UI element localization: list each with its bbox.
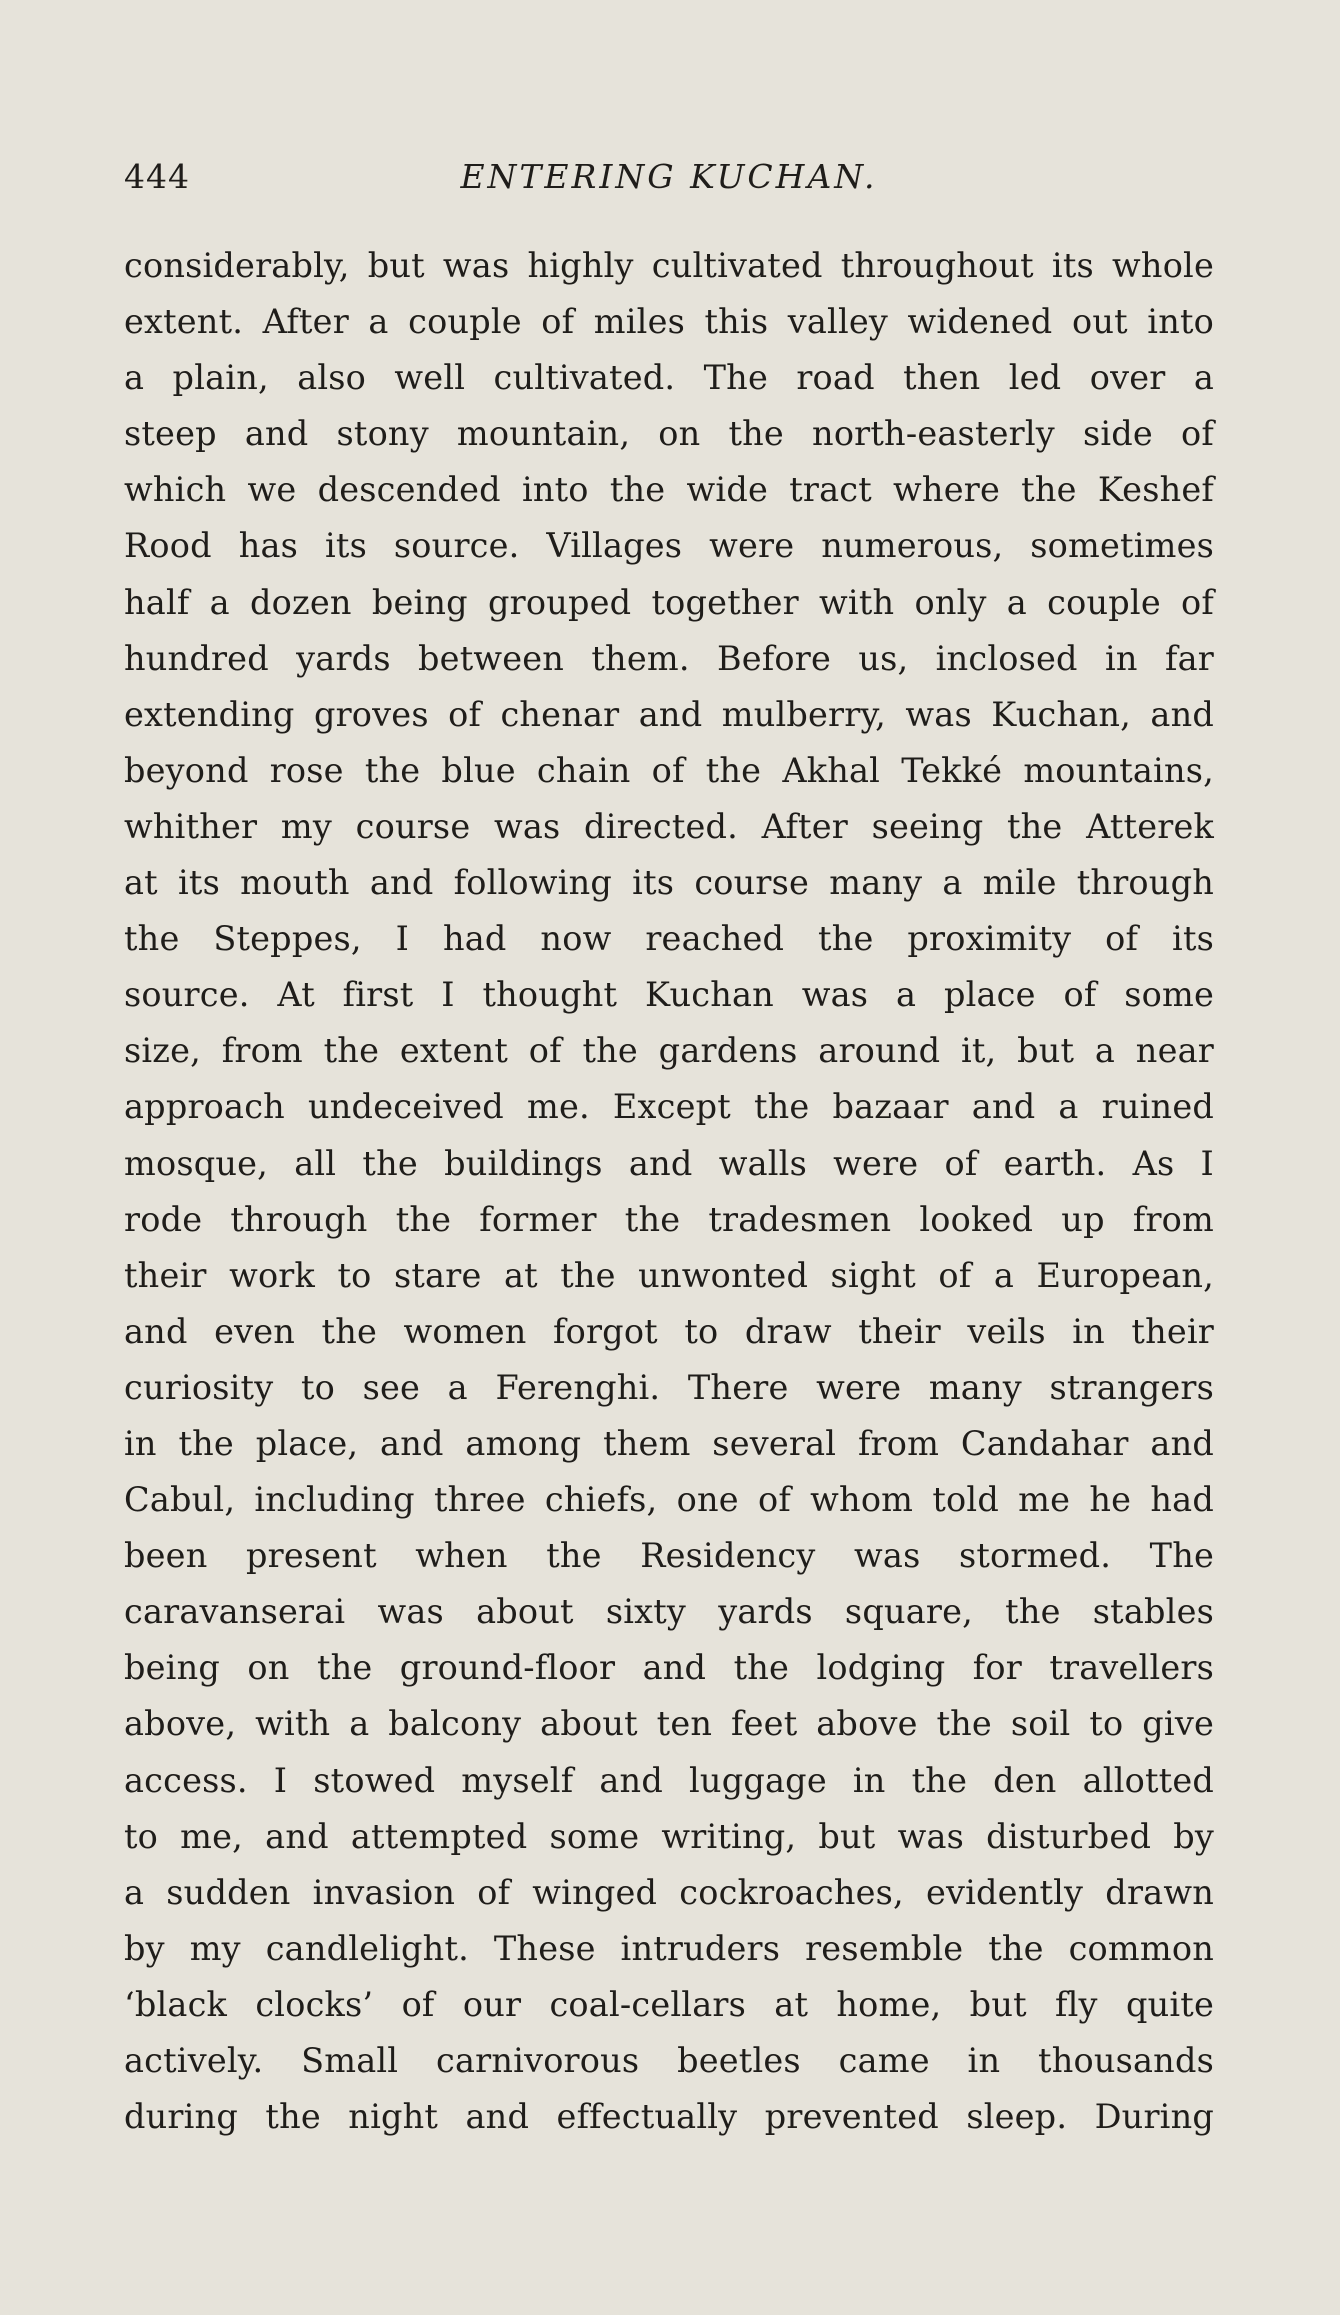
text-line: Rood has its source. Villages were numerous, sometimes: [124, 526, 1214, 566]
text-line: approach undeceived me. Except the bazaar and a ruined: [124, 1087, 1214, 1127]
body-text: [124, 238, 1214, 2145]
text-line: Cabul, including three chiefs, one of whom told me he had: [124, 1480, 1214, 1520]
text-line: curiosity to see a Ferenghi. There were many strangers: [124, 1367, 1214, 1407]
text-line: being on the ground-floor and the lodging for travellers: [124, 1648, 1214, 1688]
text-line: by my candlelight. These intruders resemble the common: [124, 1928, 1214, 1968]
text-line: source. At first I thought Kuchan was a place of some: [124, 975, 1214, 1015]
text-line: access. I stowed myself and luggage in the den allotted: [124, 1760, 1214, 1800]
text-line: whither my course was directed. After seeing the Atterek: [124, 806, 1214, 846]
page-number: 444: [124, 157, 190, 196]
text-line: rode through the former the tradesmen looked up from: [124, 1199, 1214, 1239]
text-line: above, with a balcony about ten feet above the soil to give: [124, 1704, 1214, 1744]
text-line: beyond rose the blue chain of the Akhal Tekké mountains,: [124, 750, 1214, 790]
text-line: their work to stare at the unwonted sight of a European,: [124, 1255, 1214, 1295]
text-line: and even the women forgot to draw their veils in their: [124, 1311, 1214, 1351]
text-line: to me, and attempted some writing, but was disturbed by: [124, 1816, 1214, 1856]
text-line: at its mouth and following its course many a mile through: [124, 863, 1214, 903]
text-line: a sudden invasion of winged cockroaches, evidently drawn: [124, 1872, 1214, 1912]
text-line: mosque, all the buildings and walls were of earth. As I: [124, 1143, 1214, 1183]
text-line: in the place, and among them several from Candahar and: [124, 1423, 1214, 1463]
running-title: ENTERING KUCHAN.: [460, 157, 878, 196]
text-line: actively. Small carnivorous beetles came in thousands: [124, 2041, 1214, 2080]
text-line: hundred yards between them. Before us, inclosed in far: [124, 638, 1214, 678]
text-line: a plain, also well cultivated. The road then led over a: [124, 358, 1214, 398]
text-line: ‘black clocks’ of our coal-cellars at home, but fly quite: [124, 1984, 1214, 2024]
text-line: steep and stony mountain, on the north-easterly side of: [124, 414, 1214, 454]
text-line: been present when the Residency was stormed. The: [124, 1536, 1214, 1576]
text-line: which we descended into the wide tract where the Keshef: [124, 470, 1214, 510]
text-line: half a dozen being grouped together with only a couple of: [124, 582, 1214, 622]
text-line: the Steppes, I had now reached the proximity of its: [124, 919, 1214, 959]
text-line: during the night and effectually prevented sleep. During: [124, 2097, 1214, 2137]
text-line: caravanserai was about sixty yards square, the stables: [124, 1592, 1214, 1632]
page-header: [124, 152, 1214, 202]
text-line: extending groves of chenar and mulberry, was Kuchan, and: [124, 694, 1214, 734]
text-line: considerably, but was highly cultivated throughout its whole: [124, 246, 1214, 285]
text-line: size, from the extent of the gardens around it, but a near: [124, 1031, 1214, 1071]
text-line: extent. After a couple of miles this valley widened out into: [124, 302, 1214, 342]
